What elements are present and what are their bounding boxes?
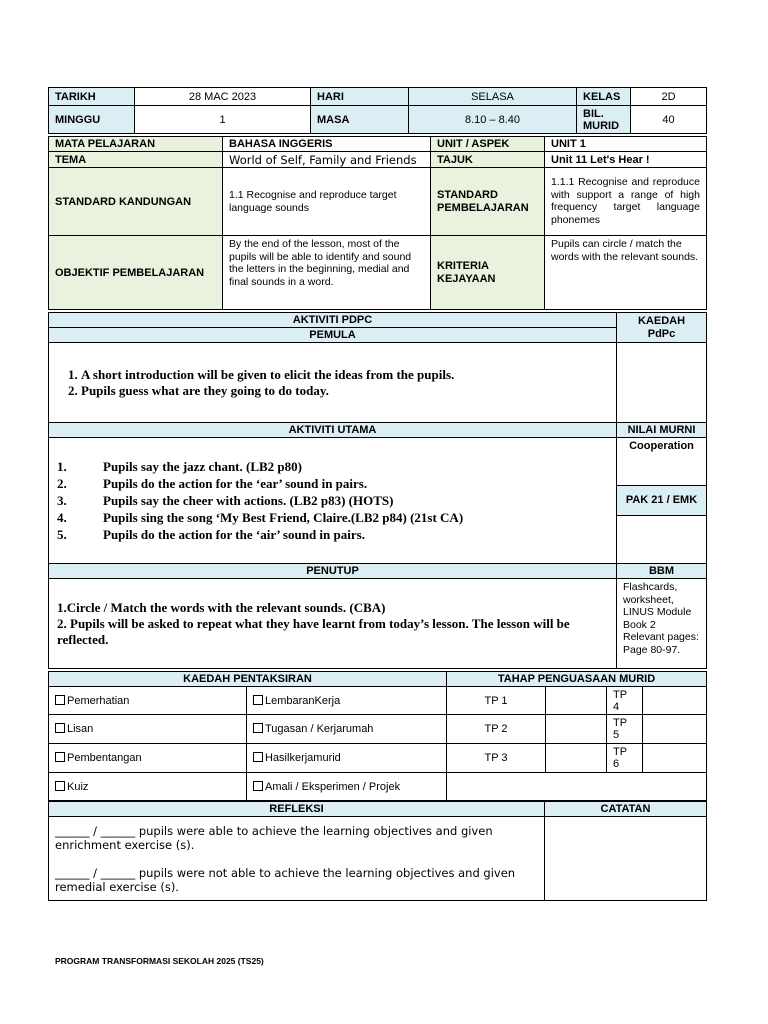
lesson-plan-sheet bbox=[48, 87, 706, 901]
tp-3-value bbox=[546, 744, 607, 773]
method-lisan[interactable]: Lisan bbox=[49, 715, 247, 744]
penutup-line-1: 1.Circle / Match the words with the relevant sounds. (CBA) bbox=[57, 599, 386, 615]
aktiviti-utama-content bbox=[49, 438, 617, 564]
hari-value: SELASA bbox=[409, 88, 577, 106]
hari-label: HARI bbox=[311, 88, 409, 106]
kaedah-pdpc-cell bbox=[617, 343, 707, 423]
masa-value: 8.10 – 8.40 bbox=[409, 106, 577, 134]
method-pemerhatian[interactable]: Pemerhatian bbox=[49, 687, 247, 715]
list-item: 1. Pupils say the jazz chant. (LB2 p80) bbox=[57, 459, 302, 474]
unit-aspek-value: UNIT 1 bbox=[545, 137, 707, 152]
checkbox-icon[interactable] bbox=[253, 723, 263, 733]
minggu-value: 1 bbox=[135, 106, 311, 134]
utama-list bbox=[57, 458, 610, 543]
tp-5-label: TP 5 bbox=[607, 715, 643, 744]
list-item: 3. Pupils say the cheer with actions. (LB2 p83) (HOTS) bbox=[57, 493, 394, 508]
masa-label: MASA bbox=[311, 106, 409, 134]
penutup-content bbox=[49, 579, 617, 669]
bil-murid-label: BIL. MURID bbox=[577, 106, 631, 134]
tp-5-value bbox=[643, 715, 707, 744]
checkbox-icon[interactable] bbox=[253, 752, 263, 762]
standard-kandungan-label: STANDARD KANDUNGAN bbox=[49, 168, 223, 236]
catatan-cell bbox=[545, 817, 707, 901]
mata-pelajaran-label: MATA PELAJARAN bbox=[49, 137, 223, 152]
checkbox-icon[interactable] bbox=[253, 781, 263, 791]
method-hasil-kerja[interactable]: Hasilkerjamurid bbox=[247, 744, 447, 773]
footer-program: PROGRAM TRANSFORMASI SEKOLAH 2025 (TS25) bbox=[55, 956, 264, 966]
tp-3-label: TP 3 bbox=[447, 744, 546, 773]
tp-1-label: TP 1 bbox=[447, 687, 546, 715]
tema-value: World of Self, Family and Friends bbox=[223, 152, 431, 168]
assessment-table bbox=[48, 671, 707, 801]
method-lembaran-kerja[interactable]: LembaranKerja bbox=[247, 687, 447, 715]
tema-label: TEMA bbox=[49, 152, 223, 168]
objektif-label: OBJEKTIF PEMBELAJARAN bbox=[49, 236, 223, 310]
kaedah-pentaksiran-header: KAEDAH PENTAKSIRAN bbox=[49, 672, 447, 687]
checkbox-icon[interactable] bbox=[55, 723, 65, 733]
tp-4-value bbox=[643, 687, 707, 715]
kriteria-value: Pupils can circle / match the words with the relevant sounds. bbox=[545, 236, 707, 310]
kriteria-label: KRITERIA KEJAYAAN bbox=[431, 236, 545, 310]
tarikh-label: TARIKH bbox=[49, 88, 135, 106]
pak21-header: PAK 21 / EMK bbox=[617, 486, 707, 516]
objektif-value: By the end of the lesson, most of the pupils will be able to identify and sound the letters in the beginning, medial and final sounds in a word. bbox=[223, 236, 431, 310]
header-table bbox=[48, 87, 707, 134]
tajuk-value: Unit 11 Let's Hear ! bbox=[545, 152, 707, 168]
method-tugasan[interactable]: Tugasan / Kerjarumah bbox=[247, 715, 447, 744]
penutup-line-2: 2. Pupils will be asked to repeat what they have learnt from today’s lesson. The lesson will be reflected. bbox=[57, 615, 570, 647]
method-pembentangan[interactable]: Pembentangan bbox=[49, 744, 247, 773]
nilai-murni-value: Cooperation bbox=[617, 438, 707, 486]
minggu-label: MINGGU bbox=[49, 106, 135, 134]
tp-2-label: TP 2 bbox=[447, 715, 546, 744]
activity-table bbox=[48, 312, 707, 669]
kelas-label: KELAS bbox=[577, 88, 631, 106]
tp-empty bbox=[447, 773, 707, 801]
list-item: 4. Pupils sing the song ‘My Best Friend, Claire.(LB2 p84) (21st CA) bbox=[57, 510, 464, 525]
refleksi-content bbox=[49, 817, 545, 901]
tahap-penguasaan-header: TAHAP PENGUASAAN MURID bbox=[447, 672, 707, 687]
method-amali[interactable]: Amali / Eksperimen / Projek bbox=[247, 773, 447, 801]
list-item: 5. Pupils do the action for the ‘air’ sound in pairs. bbox=[57, 527, 365, 542]
tp-2-value bbox=[546, 715, 607, 744]
aktiviti-utama-header: AKTIVITI UTAMA bbox=[49, 423, 617, 438]
standard-kandungan-value: 1.1 Recognise and reproduce target language sounds bbox=[223, 168, 431, 236]
unit-aspek-label: UNIT / ASPEK bbox=[431, 137, 545, 152]
standard-pembelajaran-value: 1.1.1 Recognise and reproduce with support a range of high frequency target language phonemes bbox=[545, 168, 707, 236]
bbm-header: BBM bbox=[617, 564, 707, 579]
refleksi-line-1: ______ / ______ pupils were able to achieve the learning objectives and given enrichment exercise (s). bbox=[55, 823, 493, 852]
penutup-header: PENUTUP bbox=[49, 564, 617, 579]
catatan-header: CATATAN bbox=[545, 802, 707, 817]
list-item: 2. Pupils do the action for the ‘ear’ sound in pairs. bbox=[57, 476, 368, 491]
pemula-item: 1. A short introduction will be given to elicit the ideas from the pupils. bbox=[81, 367, 610, 383]
checkbox-icon[interactable] bbox=[55, 752, 65, 762]
tp-4-label: TP 4 bbox=[607, 687, 643, 715]
checkbox-icon[interactable] bbox=[55, 695, 65, 705]
standard-pembelajaran-label: STANDARD PEMBELAJARAN bbox=[431, 168, 545, 236]
info-table bbox=[48, 136, 707, 310]
pemula-header: PEMULA bbox=[49, 328, 617, 343]
nilai-murni-header: NILAI MURNI bbox=[617, 423, 707, 438]
tp-1-value bbox=[546, 687, 607, 715]
pemula-content bbox=[49, 343, 617, 423]
reflection-table bbox=[48, 801, 707, 901]
checkbox-icon[interactable] bbox=[55, 781, 65, 791]
aktiviti-pdpc-header: AKTIVITI PDPC bbox=[49, 313, 617, 328]
checkbox-icon[interactable] bbox=[253, 695, 263, 705]
kaedah-pdpc-header: KAEDAH PdPc bbox=[617, 313, 707, 343]
pemula-item: 2. Pupils guess what are they going to do today. bbox=[81, 383, 610, 399]
tp-6-label: TP 6 bbox=[607, 744, 643, 773]
tajuk-label: TAJUK bbox=[431, 152, 545, 168]
kelas-value: 2D bbox=[631, 88, 707, 106]
mata-pelajaran-value: BAHASA INGGERIS bbox=[223, 137, 431, 152]
tp-6-value bbox=[643, 744, 707, 773]
method-kuiz[interactable]: Kuiz bbox=[49, 773, 247, 801]
bil-murid-value: 40 bbox=[631, 106, 707, 134]
pak21-cell bbox=[617, 516, 707, 564]
refleksi-line-2: ______ / ______ pupils were not able to achieve the learning objectives and given remedial exercise (s). bbox=[55, 865, 516, 894]
refleksi-header: REFLEKSI bbox=[49, 802, 545, 817]
tarikh-value: 28 MAC 2023 bbox=[135, 88, 311, 106]
bbm-value: Flashcards, worksheet, LINUS Module Book 2 Relevant pages: Page 80-97. bbox=[617, 579, 707, 669]
